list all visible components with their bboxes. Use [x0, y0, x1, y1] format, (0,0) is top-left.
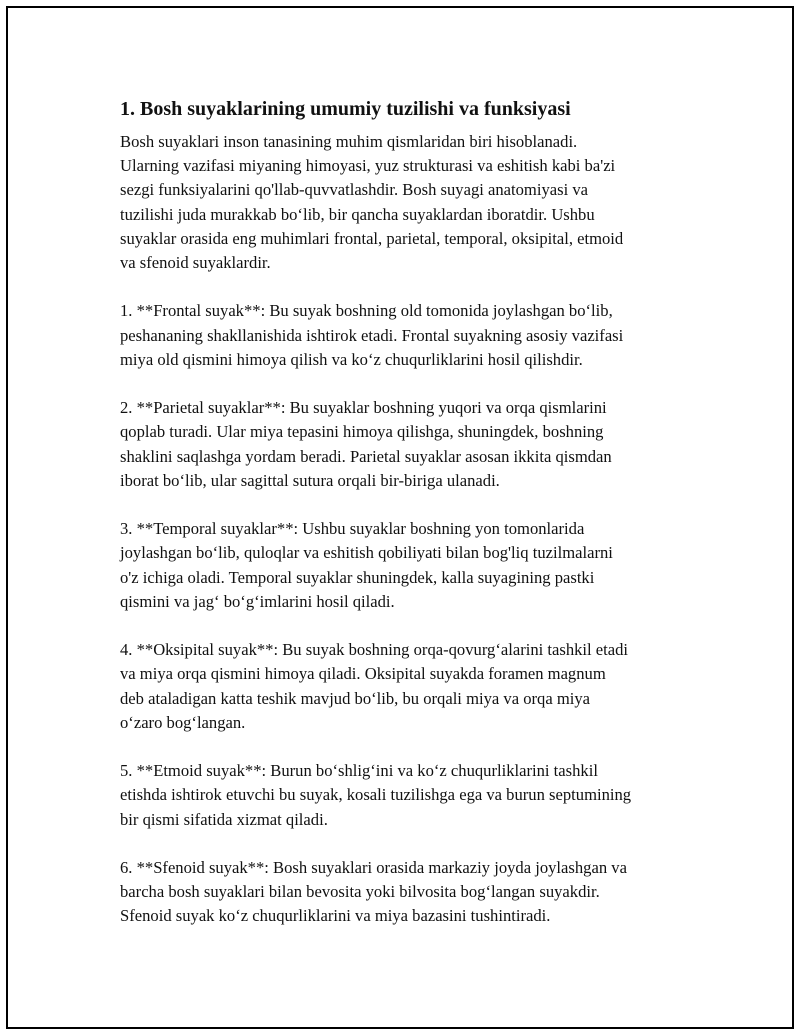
paragraph-oksipital: 4. **Oksipital suyak**: Bu suyak boshning orqa-qovurg‘alarini tashkil etadi va miya orqa qismini himoya qiladi. Oksipital suyakda foramen magnum deb ataladigan katta teshik mavjud bo‘lib, bu orqali miya va orqa miya o‘zaro bog‘langan.: [120, 640, 629, 732]
paragraph-sfenoid: 6. **Sfenoid suyak**: Bosh suyaklari orasida markaziy joyda joylashgan va barcha bosh suyaklari bilan bevosita yoki bilvosita bog‘langan suyakdir. Sfenoid suyak ko‘z chuqurliklarini va miya bazasini tushintiradi.: [120, 858, 627, 926]
document-title: 1. Bosh suyaklarining umumiy tuzilishi va funksiyasi: [120, 98, 571, 120]
paragraph-etmoid: 5. **Etmoid suyak**: Burun bo‘shlig‘ini va ko‘z chuqurliklarini tashkil etishda ishtirok etuvchi bu suyak, kosali tuzilishga ega va burun septumining bir qismi sifatida xizmat qiladi.: [120, 761, 632, 829]
document-body: [120, 96, 700, 929]
paragraph-intro: Bosh suyaklari inson tanasining muhim qismlaridan biri hisoblanadi. Ularning vazifasi miyaning himoyasi, yuz strukturasi va eshitish kabi ba'zi sezgi funksiyalarini qo'llab-quvvatlashdir. Bosh suyagi anatomiyasi va tuzilishi juda murakkab bo‘lib, bir qancha suyaklardan iboratdir. Ushbu suyaklar orasida eng muhimlari frontal, parietal, temporal, oksipital, etmoid va sfenoid suyaklardir.: [120, 132, 624, 273]
paragraph-temporal: 3. **Temporal suyaklar**: Ushbu suyaklar boshning yon tomonlarida joylashgan bo‘lib, quloqlar va eshitish qobiliyati bilan bog'liq tuzilmalarni o'z ichiga oladi. Temporal suyaklar shuningdek, kalla suyagining pastki qismini va jag‘ bo‘g‘imlarini hosil qiladi.: [120, 519, 613, 611]
paragraph-parietal: 2. **Parietal suyaklar**: Bu suyaklar boshning yuqori va orqa qismlarini qoplab turadi. Ular miya tepasini himoya qilishga, shuningdek, boshning shaklini saqlashga yordam beradi. Parietal suyaklar asosan ikkita qismdan iborat bo‘lib, ular sagittal sutura orqali bir-biriga ulanadi.: [120, 398, 612, 490]
paragraph-frontal: 1. **Frontal suyak**: Bu suyak boshning old tomonida joylashgan bo‘lib, peshananing shakllanishida ishtirok etadi. Frontal suyakning asosiy vazifasi miya old qismini himoya qilish va ko‘z chuqurliklarini hosil qilishdir.: [120, 301, 624, 369]
page-frame: [6, 6, 794, 1029]
